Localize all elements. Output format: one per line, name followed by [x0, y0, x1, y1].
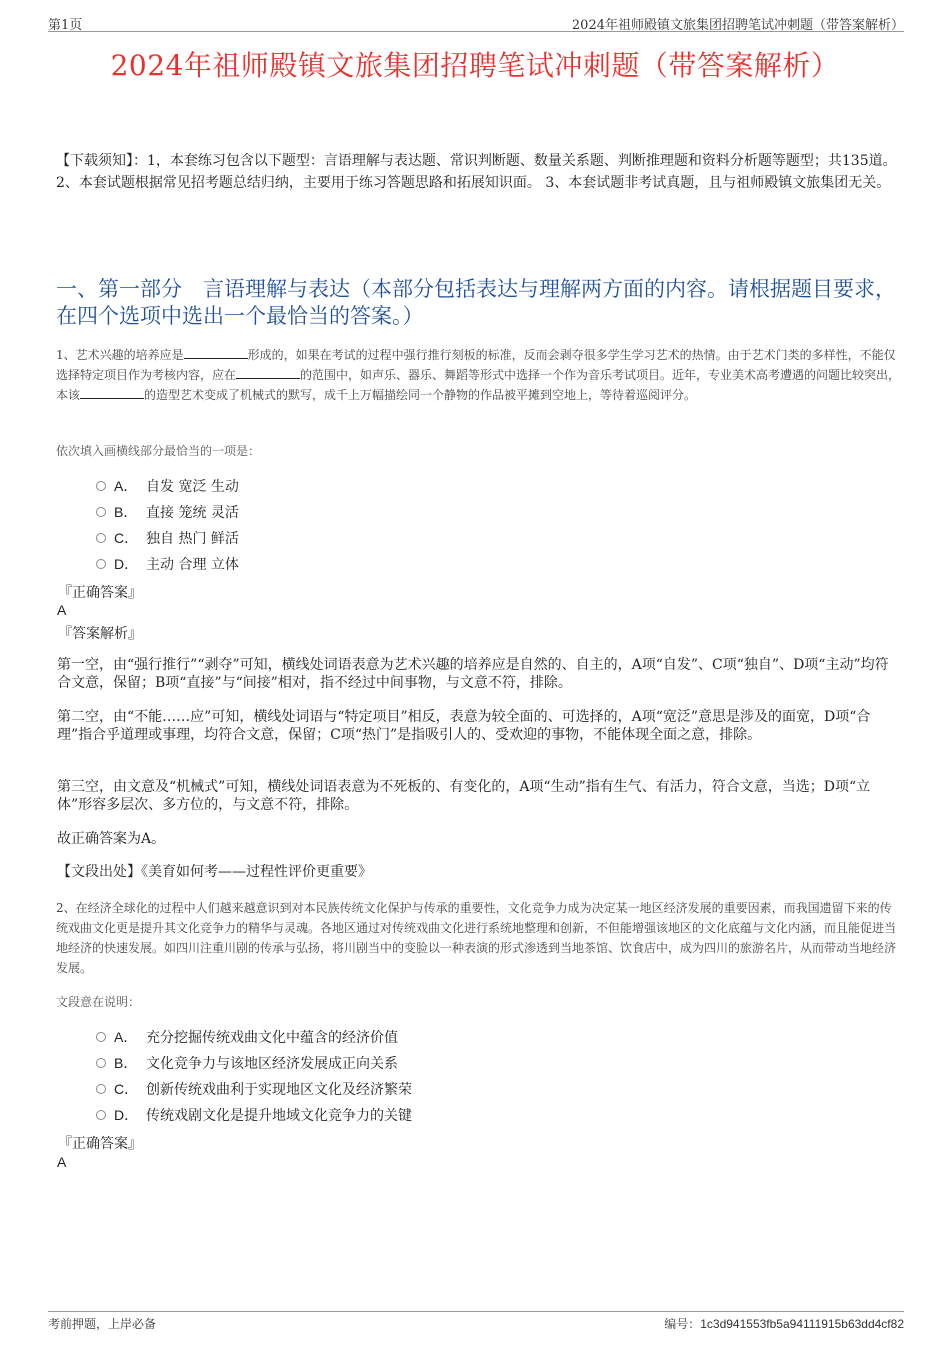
document-title: 2024年祖师殿镇文旅集团招聘笔试冲刺题（带答案解析） [110, 49, 840, 82]
answer-value: A [57, 602, 67, 618]
analysis-conclusion: 故正确答案为A。 [57, 831, 166, 847]
fill-blank [236, 367, 300, 379]
analysis-paragraph: 第二空，由“不能……应”可知，横线处词语与“特定项目”相反，表意为较全面的、可选择的，A项“宽泛”意思是涉及的面宽，D项“合理”指合乎道理或事理，均符合文意，保留；C项“热门”是指吸引人的、受欢迎的事物，不能体现全面之意，排除。 [57, 709, 871, 743]
question-2-stem: 2、在经济全球化的过程中人们越来越意识到对本民族传统文化保护与传承的重要性，文化竞争力成为决定某一地区经济发展的重要因素，而我国遗留下来的传统戏曲文化更是提升其文化竞争力的精华与灵魂。各地区通过对传统戏曲文化进行系统地整理和创新，不但能增强该地区的文化底蕴与文化内涵，而且能促进当地经济的快速发展。如四川注重川剧的传承与弘扬，将川剧当中的变脸以一种表演的形式渗透到当地茶馆、饮食店中，成为四川的旅游名片，从而带动当地经济发展。 [56, 901, 897, 975]
question-2-prompt: 文段意在说明： [56, 995, 141, 1009]
page-footer [48, 1311, 904, 1331]
radio-button[interactable] [96, 1032, 106, 1042]
source-citation: 【文段出处】《美育如何考——过程性评价更重要》 [57, 864, 372, 880]
question-1-prompt: 依次填入画横线部分最恰当的一项是： [56, 444, 261, 458]
analysis-paragraph: 第一空，由“强行推行”“剥夺”可知，横线处词语表意为艺术兴趣的培养应是自然的、自主的，A项“自发”、C项“独自”、D项“主动”均符合文意，保留；B项“直接”与“间接”相对，指不经过中间事物，与文意不符，排除。 [57, 657, 889, 691]
radio-button[interactable] [96, 507, 106, 517]
footer-code: 编号：1c3d941553fb5a94111915b63dd4cf82 [664, 1317, 904, 1331]
radio-button[interactable] [96, 1084, 106, 1094]
header-doc-title: 2024年祖师殿镇文旅集团招聘笔试冲刺题（带答案解析） [571, 18, 904, 33]
radio-button[interactable] [96, 533, 106, 543]
section-title: 一、第一部分 言语理解与表达（本部分包括表达与理解两方面的内容。请根据题目要求，在四个选项中选出一个最恰当的答案。） [56, 277, 896, 328]
download-notice: 【下载须知】：1，本套练习包含以下题型：言语理解与表达题、常识判断题、数量关系题、判断推理题和资料分析题等题型；共135道。 2、本套试题根据常见招考题总结归纳，主要用于练习答题思路和拓展知识面。 3、本套试题非考试真题，且与祖师殿镇文旅集团无关。 [56, 153, 897, 191]
page-number: 第1页 [48, 18, 83, 33]
footer-slogan: 考前押题，上岸必备 [48, 1317, 157, 1331]
analysis-paragraph: 第三空，由文意及“机械式”可知，横线处词语表意为不死板的、有变化的，A项“生动”指有生气、有活力，符合文意，当选；D项“立体”形容多层次、多方位的，与文意不符，排除。 [57, 779, 871, 813]
answer-value: A [57, 1154, 67, 1170]
answer-label: 『正确答案』 [58, 585, 142, 601]
fill-blank [184, 347, 248, 359]
question-1-stem: 1、艺术兴趣的培养应是 形成的，如果在考试的过程中强行推行刻板的标准，反而会剥夺很多学生学习艺术的热情。由于艺术门类的多样性，不能仅选择特定项目作为考核内容，应在 的范围中，如声乐、器乐、舞蹈等形式中选择一个作为音乐考试项目。近年，专业美术高考遭遇的问题比较突出，本该 的造型艺术变成了机械式的默写，成千上万幅描绘同一个静物的作品被平摊到空地上，等待着巡阅评分。 [56, 348, 901, 402]
radio-button[interactable] [96, 1058, 106, 1068]
answer-label: 『正确答案』 [58, 1136, 142, 1152]
radio-button[interactable] [96, 481, 106, 491]
analysis-label: 『答案解析』 [58, 626, 142, 642]
page-header [48, 14, 904, 32]
radio-button[interactable] [96, 559, 106, 569]
radio-button[interactable] [96, 1110, 106, 1120]
fill-blank [80, 387, 144, 399]
